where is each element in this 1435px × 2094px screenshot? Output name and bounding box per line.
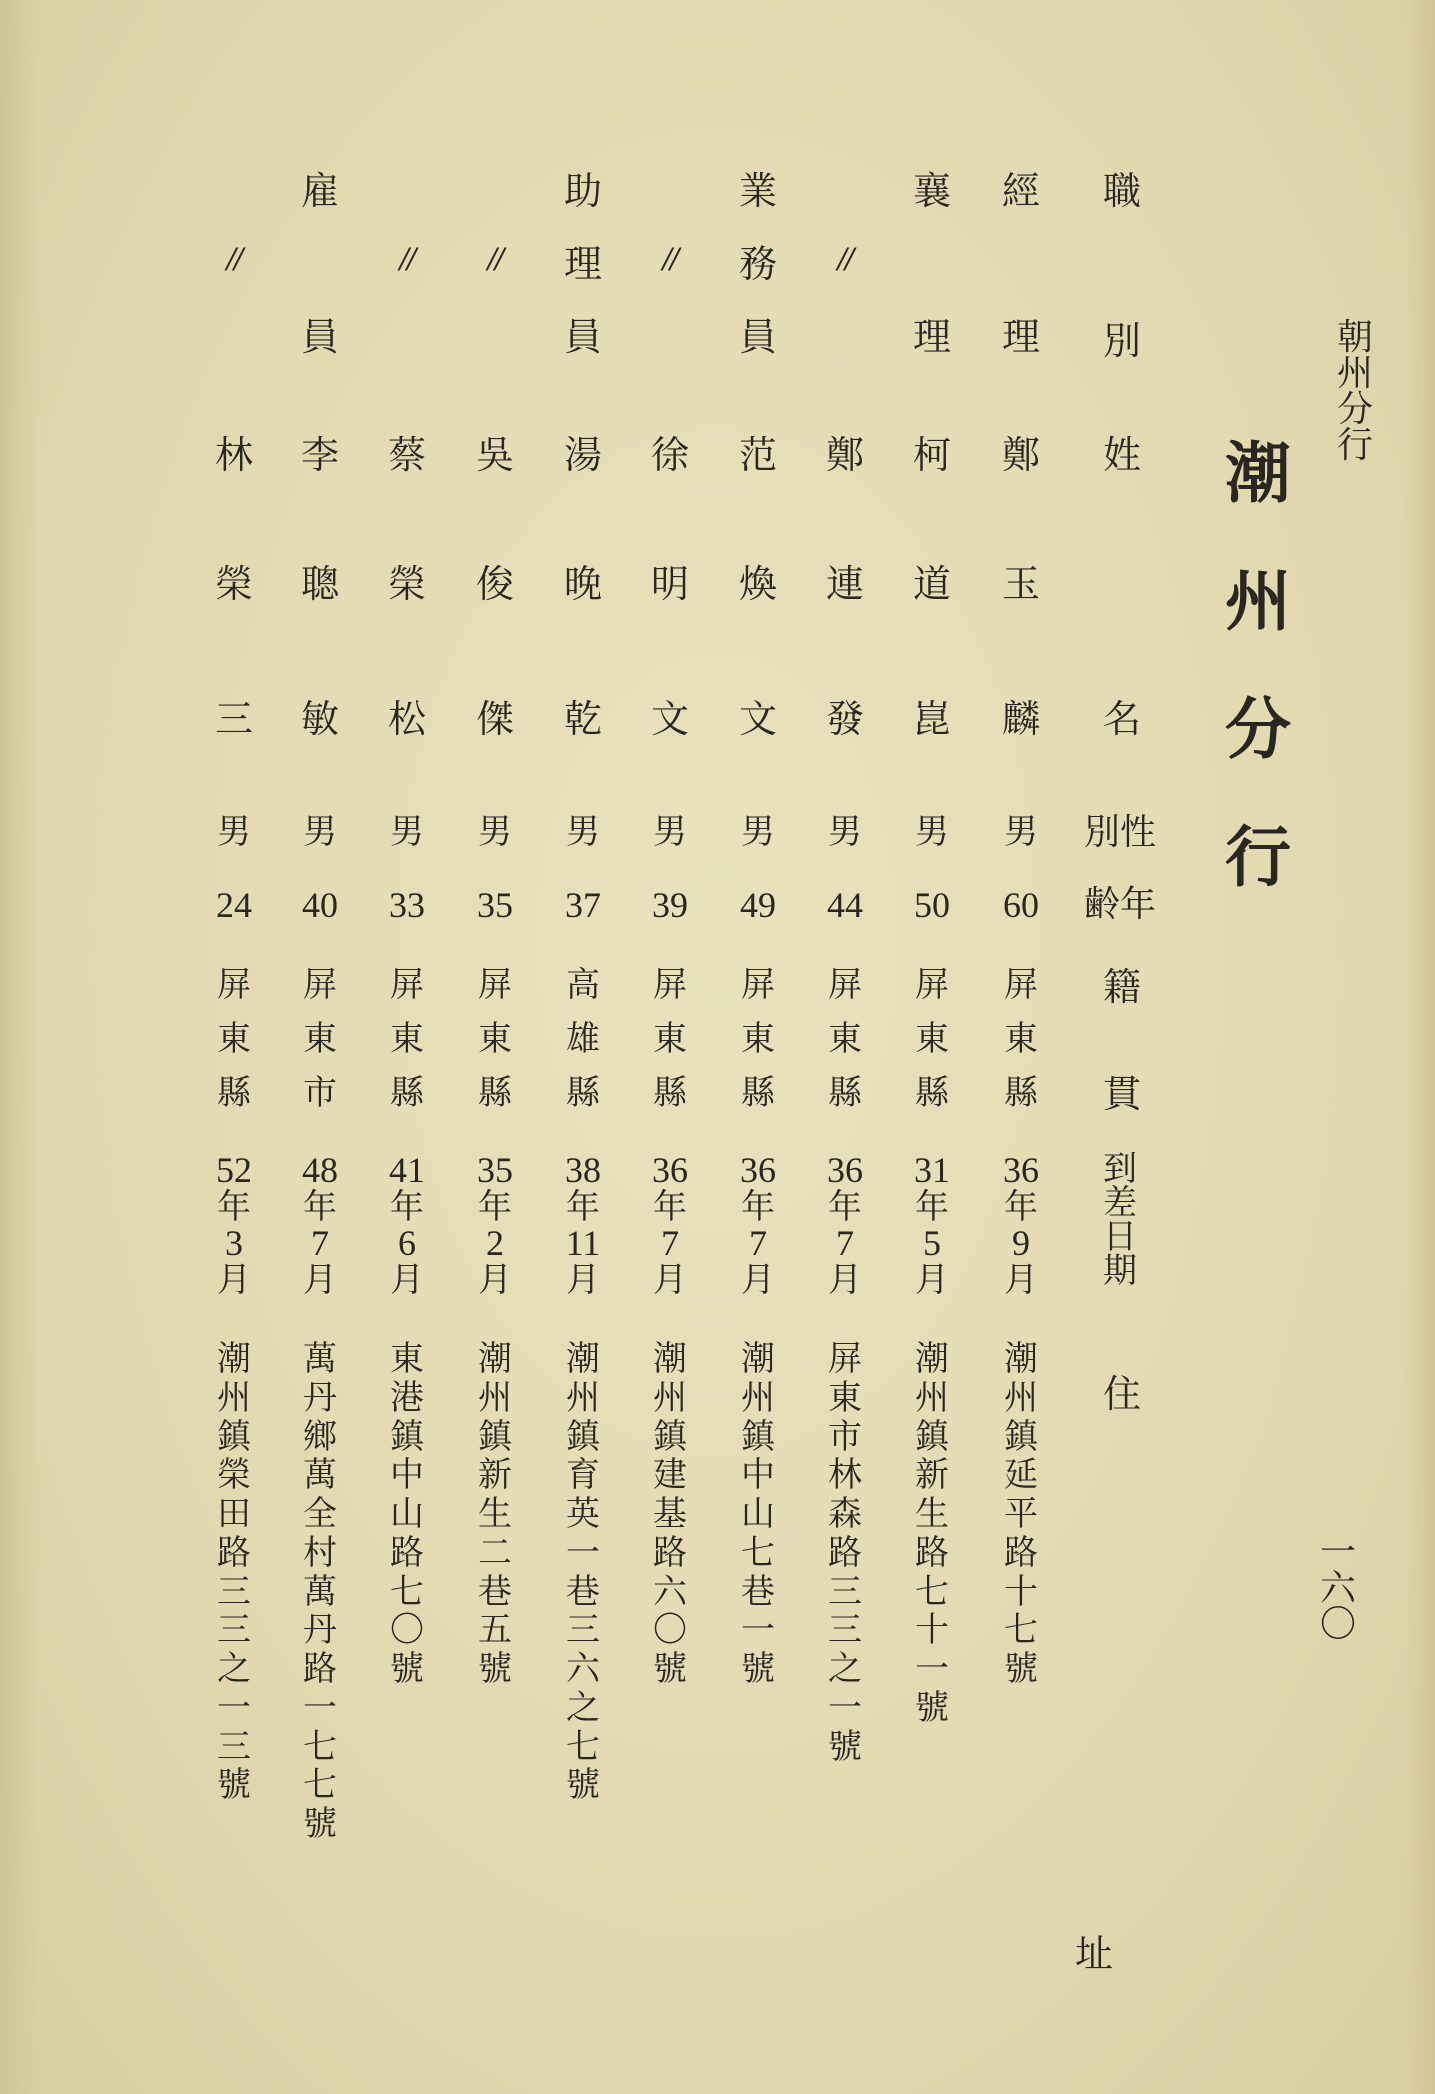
name-surname: 蔡: [387, 433, 427, 477]
name-given-2: 崑: [912, 697, 952, 741]
age-value: 39: [652, 885, 688, 925]
address-char: 平: [1004, 1494, 1038, 1534]
address-char: 中: [390, 1455, 424, 1496]
address-char: 之: [828, 1649, 862, 1689]
position-char: 員: [738, 315, 778, 359]
header-address-bottom: 址: [1074, 1932, 1114, 1976]
name-given-1: 聰: [300, 562, 340, 606]
arrival-date: [652, 1152, 688, 1299]
sex-value: 男: [303, 812, 337, 852]
running-head-char: 朝: [1336, 317, 1374, 358]
address-char: 路: [217, 1532, 251, 1573]
header-name-2: 名: [1102, 697, 1142, 741]
name-surname: 李: [300, 433, 340, 477]
address-char: 路: [390, 1532, 424, 1573]
address-char: 林: [828, 1455, 862, 1496]
page-number: [1319, 1532, 1357, 1645]
name-given-2: 乾: [563, 697, 603, 741]
address-char: 之: [566, 1687, 600, 1728]
arrival-date-part: 月: [478, 1260, 512, 1301]
title-char: 潮: [1225, 434, 1291, 512]
address-char: 六: [566, 1649, 600, 1689]
native-place-char: 縣: [741, 1073, 775, 1113]
name-surname: 柯: [912, 433, 952, 477]
native-place-char: 東: [915, 1019, 949, 1059]
header-native-1: 籍: [1102, 965, 1142, 1009]
arrival-date-part: 48: [302, 1150, 338, 1190]
arrival-date-part: 年: [828, 1186, 862, 1227]
native-place-char: 縣: [390, 1073, 424, 1113]
sex-value: 男: [566, 812, 600, 852]
arrival-date-part: 年: [217, 1186, 251, 1227]
address-char: 〇: [653, 1610, 687, 1651]
name-surname: 林: [214, 433, 254, 477]
arrival-date-part: 2: [486, 1223, 504, 1264]
address-char: 山: [390, 1494, 424, 1534]
address: [1004, 1340, 1038, 1689]
header-arrival-char: 日: [1103, 1217, 1137, 1257]
native-place-char: 屏: [217, 965, 251, 1005]
address-char: 萬: [303, 1455, 337, 1496]
name-given-2: 文: [650, 697, 690, 741]
arrival-date-part: 7: [749, 1223, 767, 1264]
address-char: 丹: [303, 1377, 337, 1418]
native-place-char: 縣: [217, 1073, 251, 1113]
native-place-char: 屏: [915, 965, 949, 1005]
address-char: 州: [915, 1377, 949, 1418]
name-surname: 范: [738, 433, 778, 477]
address-char: 新: [915, 1455, 949, 1496]
address: [828, 1340, 862, 1766]
address-char: 鄉: [303, 1416, 337, 1457]
address-char: 一: [915, 1649, 949, 1689]
arrival-date-part: 月: [1004, 1260, 1038, 1301]
age-value: 40: [302, 885, 338, 925]
address-char: 中: [741, 1455, 775, 1496]
page-number-char: 〇: [1319, 1604, 1357, 1645]
native-place-char: 屏: [390, 965, 424, 1005]
native-place-char: 屏: [741, 965, 775, 1005]
native-place-char: 東: [217, 1019, 251, 1059]
page-number-char: 一: [1319, 1532, 1357, 1573]
address-char: 號: [478, 1649, 512, 1689]
arrival-date-part: 35: [477, 1150, 513, 1190]
address: [303, 1340, 337, 1844]
arrival-date: [740, 1152, 776, 1299]
sex-value: 男: [741, 812, 775, 852]
arrival-date-part: 9: [1012, 1223, 1030, 1264]
arrival-date-part: 年: [741, 1186, 775, 1227]
address-char: 七: [741, 1532, 775, 1573]
address-char: 潮: [217, 1339, 251, 1379]
arrival-date-part: 7: [836, 1223, 854, 1264]
address: [217, 1340, 251, 1805]
native-place-char: 東: [1004, 1019, 1038, 1059]
title-char: 行: [1225, 818, 1291, 896]
arrival-date: [389, 1152, 425, 1299]
address-char: 路: [303, 1649, 337, 1689]
header-position-2: 別: [1102, 319, 1142, 363]
address-char: 鎮: [915, 1416, 949, 1457]
arrival-date-part: 年: [303, 1186, 337, 1227]
position-char: 業: [738, 169, 778, 213]
address-char: 鎮: [741, 1416, 775, 1457]
header-arrival-char: 到: [1103, 1149, 1137, 1189]
header-position-1: 職: [1102, 169, 1142, 213]
position-char: 雇: [300, 169, 340, 213]
arrival-date-part: 月: [915, 1260, 949, 1301]
address-char: 東: [828, 1377, 862, 1418]
address: [478, 1340, 512, 1689]
arrival-date: [1003, 1152, 1039, 1299]
name-given-2: 傑: [475, 697, 515, 741]
address: [653, 1340, 687, 1689]
address-char: 七: [566, 1726, 600, 1767]
position-char: 理: [1001, 315, 1041, 359]
name-given-1: 道: [912, 562, 952, 606]
arrival-date-part: 月: [741, 1260, 775, 1301]
native-place-char: 東: [741, 1019, 775, 1059]
address-char: 潮: [741, 1339, 775, 1379]
position-char: 理: [912, 315, 952, 359]
sex-value: 男: [217, 812, 251, 852]
name-given-1: 榮: [214, 562, 254, 606]
native-place-char: 高: [566, 965, 600, 1005]
address-char: 村: [303, 1532, 337, 1573]
title-char: 州: [1225, 562, 1291, 640]
address-char: 號: [1004, 1649, 1038, 1689]
name-given-2: 文: [738, 697, 778, 741]
address-char: 號: [828, 1726, 862, 1767]
name-given-2: 三: [214, 697, 254, 741]
name-given-2: 敏: [300, 697, 340, 741]
arrival-date-part: 7: [311, 1223, 329, 1264]
address: [390, 1340, 424, 1689]
ditto-mark: //: [399, 242, 415, 275]
address-char: 州: [741, 1377, 775, 1418]
address-char: 潮: [478, 1339, 512, 1379]
address-char: 育: [566, 1455, 600, 1496]
name-given-1: 晚: [563, 562, 603, 606]
address-char: 號: [915, 1687, 949, 1728]
address-char: 號: [741, 1649, 775, 1689]
address-char: 三: [217, 1610, 251, 1651]
address-char: 州: [478, 1377, 512, 1418]
address-char: 森: [828, 1494, 862, 1534]
address-char: 英: [566, 1494, 600, 1534]
address-char: 一: [217, 1687, 251, 1728]
arrival-date-part: 36: [1003, 1150, 1039, 1190]
address-char: 號: [390, 1649, 424, 1689]
address-char: 榮: [217, 1455, 251, 1496]
name-given-1: 煥: [738, 562, 778, 606]
native-place-char: 東: [478, 1019, 512, 1059]
arrival-date-part: 年: [653, 1186, 687, 1227]
native-place-char: 縣: [828, 1073, 862, 1113]
arrival-date-part: 7: [661, 1223, 679, 1264]
name-surname: 徐: [650, 433, 690, 477]
sex-value: 男: [828, 812, 862, 852]
address-char: 路: [653, 1532, 687, 1573]
address-char: 生: [478, 1494, 512, 1534]
address-char: 潮: [915, 1339, 949, 1379]
ditto-mark: //: [487, 242, 503, 275]
address-char: 山: [741, 1494, 775, 1534]
arrival-date-part: 31: [914, 1150, 950, 1190]
native-place-char: 東: [390, 1019, 424, 1059]
position-char: 助: [563, 169, 603, 213]
address-char: 州: [566, 1377, 600, 1418]
ditto-mark: //: [226, 242, 242, 275]
arrival-date-part: 11: [565, 1223, 601, 1264]
title-char: 分: [1225, 690, 1291, 768]
age-value: 44: [827, 885, 863, 925]
header-arrival-char: 差: [1103, 1183, 1137, 1223]
address-char: 號: [566, 1765, 600, 1806]
address-char: 三: [828, 1571, 862, 1612]
arrival-date-part: 月: [566, 1260, 600, 1301]
address-char: 七: [303, 1726, 337, 1767]
header-arrival-date: [1103, 1149, 1137, 1291]
address-char: 路: [915, 1532, 949, 1573]
running-head-char: 行: [1336, 425, 1374, 466]
address-char: 巷: [741, 1571, 775, 1612]
address-char: 潮: [566, 1339, 600, 1379]
sex-value: 男: [653, 812, 687, 852]
arrival-date-part: 5: [923, 1223, 941, 1264]
address-char: 十: [915, 1610, 949, 1651]
position-char: 理: [563, 242, 603, 286]
address-char: 新: [478, 1455, 512, 1496]
native-place-char: 屏: [828, 965, 862, 1005]
address-char: 鎮: [566, 1416, 600, 1457]
arrival-date: [827, 1152, 863, 1299]
address-char: 基: [653, 1494, 687, 1534]
sex-value: 男: [915, 812, 949, 852]
address-char: 號: [217, 1765, 251, 1806]
page-title: [1225, 434, 1291, 896]
name-given-2: 松: [387, 697, 427, 741]
address-char: 五: [478, 1610, 512, 1651]
address-char: 三: [828, 1610, 862, 1651]
age-value: 35: [477, 885, 513, 925]
address-char: 鎮: [653, 1416, 687, 1457]
name-given-2: 麟: [1001, 697, 1041, 741]
arrival-date-part: 月: [303, 1260, 337, 1301]
arrival-date-part: 月: [653, 1260, 687, 1301]
arrival-date-part: 38: [565, 1150, 601, 1190]
native-place-char: 屏: [1004, 965, 1038, 1005]
address-char: 巷: [566, 1571, 600, 1612]
header-arrival-char: 期: [1103, 1251, 1137, 1291]
address-char: 十: [1004, 1571, 1038, 1612]
header-address-top: 住: [1102, 1372, 1142, 1416]
address-char: 之: [217, 1649, 251, 1689]
address-char: 田: [217, 1494, 251, 1534]
age-value: 50: [914, 885, 950, 925]
name-given-1: 玉: [1001, 562, 1041, 606]
running-head-char: 分: [1336, 389, 1374, 430]
address-char: 港: [390, 1377, 424, 1418]
address-char: 三: [217, 1726, 251, 1767]
running-head-char: 州: [1336, 353, 1374, 394]
address-char: 丹: [303, 1610, 337, 1651]
arrival-date-part: 36: [652, 1150, 688, 1190]
arrival-date-part: 月: [828, 1260, 862, 1301]
address-char: 潮: [653, 1339, 687, 1379]
native-place-char: 縣: [478, 1073, 512, 1113]
address-char: 鎮: [217, 1416, 251, 1457]
age-value: 24: [216, 885, 252, 925]
address-char: 延: [1004, 1455, 1038, 1496]
position-char: 員: [563, 315, 603, 359]
header-native-2: 貫: [1102, 1072, 1142, 1116]
arrival-date-part: 36: [827, 1150, 863, 1190]
native-place-char: 屏: [303, 965, 337, 1005]
address-char: 鎮: [1004, 1416, 1038, 1457]
name-given-1: 連: [825, 562, 865, 606]
address-char: 七: [390, 1571, 424, 1612]
address-char: 一: [741, 1610, 775, 1651]
arrival-date: [565, 1152, 601, 1299]
ditto-mark: //: [837, 242, 853, 275]
arrival-date: [914, 1152, 950, 1299]
address-char: 生: [915, 1494, 949, 1534]
address: [741, 1340, 775, 1689]
name-surname: 鄭: [1001, 433, 1041, 477]
name-surname: 吳: [475, 433, 515, 477]
age-value: 37: [565, 885, 601, 925]
sex-value: 男: [390, 812, 424, 852]
header-name-1: 姓: [1102, 433, 1142, 477]
page-number-char: 六: [1319, 1568, 1357, 1609]
address-char: 三: [566, 1610, 600, 1651]
address-char: 一: [566, 1532, 600, 1573]
arrival-date: [216, 1152, 252, 1299]
address-char: 一: [828, 1687, 862, 1728]
native-place-char: 縣: [1004, 1073, 1038, 1113]
address-char: 潮: [1004, 1339, 1038, 1379]
arrival-date-part: 月: [217, 1260, 251, 1301]
address-char: 州: [653, 1377, 687, 1418]
position-char: 經: [1001, 169, 1041, 213]
address: [915, 1340, 949, 1728]
age-value: 49: [740, 885, 776, 925]
age-value: 60: [1003, 885, 1039, 925]
age-value: 33: [389, 885, 425, 925]
address-char: 全: [303, 1494, 337, 1534]
name-given-1: 榮: [387, 562, 427, 606]
arrival-date-part: 6: [398, 1223, 416, 1264]
name-surname: 鄭: [825, 433, 865, 477]
address-char: 州: [1004, 1377, 1038, 1418]
arrival-date-part: 36: [740, 1150, 776, 1190]
address-char: 二: [478, 1532, 512, 1573]
name-given-1: 俊: [475, 562, 515, 606]
arrival-date-part: 3: [225, 1223, 243, 1264]
arrival-date-part: 年: [478, 1186, 512, 1227]
position-char: 襄: [912, 169, 952, 213]
sex-value: 男: [1004, 812, 1038, 852]
header-age: 年 齢: [1083, 884, 1157, 925]
address-char: 萬: [303, 1571, 337, 1612]
address-char: 七: [915, 1571, 949, 1612]
address-char: 巷: [478, 1571, 512, 1612]
native-place-char: 雄: [566, 1019, 600, 1059]
address-char: 東: [390, 1339, 424, 1379]
address-char: 萬: [303, 1339, 337, 1379]
native-place-char: 東: [303, 1019, 337, 1059]
sex-value: 男: [478, 812, 512, 852]
address: [566, 1340, 600, 1805]
ditto-mark: //: [662, 242, 678, 275]
address-char: 三: [217, 1571, 251, 1612]
address-char: 建: [653, 1455, 687, 1496]
address-char: 一: [303, 1687, 337, 1728]
position-char: 務: [738, 242, 778, 286]
arrival-date-part: 41: [389, 1150, 425, 1190]
address-char: 七: [1004, 1610, 1038, 1651]
header-sex: 性 別: [1083, 812, 1157, 853]
native-place-char: 市: [303, 1073, 337, 1113]
native-place-char: 東: [653, 1019, 687, 1059]
address-char: 號: [303, 1804, 337, 1844]
address-char: 州: [217, 1377, 251, 1418]
arrival-date-part: 年: [390, 1186, 424, 1227]
address-char: 屏: [828, 1339, 862, 1379]
address-char: 六: [653, 1571, 687, 1612]
name-surname: 湯: [563, 433, 603, 477]
native-place-char: 縣: [915, 1073, 949, 1113]
native-place-char: 屏: [653, 965, 687, 1005]
address-char: 號: [653, 1649, 687, 1689]
address-char: 市: [828, 1416, 862, 1457]
arrival-date: [302, 1152, 338, 1299]
name-given-2: 發: [825, 697, 865, 741]
arrival-date-part: 52: [216, 1150, 252, 1190]
arrival-date-part: 年: [915, 1186, 949, 1227]
position-char: 員: [300, 315, 340, 359]
arrival-date: [477, 1152, 513, 1299]
native-place-char: 東: [828, 1019, 862, 1059]
address-char: 〇: [390, 1610, 424, 1651]
address-char: 路: [828, 1532, 862, 1573]
native-place-char: 屏: [478, 965, 512, 1005]
arrival-date-part: 月: [390, 1260, 424, 1301]
address-char: 鎮: [478, 1416, 512, 1457]
address-char: 路: [1004, 1532, 1038, 1573]
native-place-char: 縣: [566, 1073, 600, 1113]
running-head: [1336, 317, 1374, 466]
address-char: 鎮: [390, 1416, 424, 1457]
arrival-date-part: 年: [1004, 1186, 1038, 1227]
native-place-char: 縣: [653, 1073, 687, 1113]
address-char: 七: [303, 1765, 337, 1806]
name-given-1: 明: [650, 562, 690, 606]
arrival-date-part: 年: [566, 1186, 600, 1227]
